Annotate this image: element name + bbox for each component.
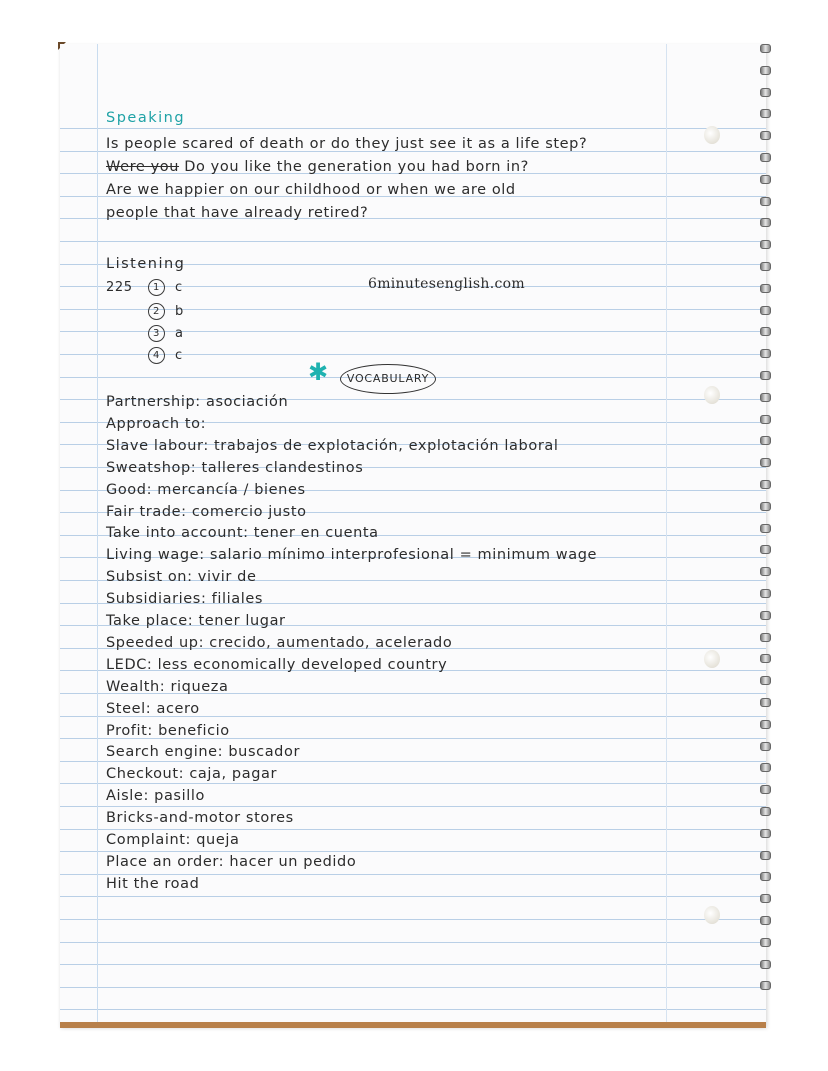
spiral-coil — [760, 851, 771, 860]
spiral-coil — [760, 371, 771, 380]
ruled-line — [60, 783, 766, 784]
spiral-coil — [760, 44, 771, 53]
vocabulary-entry: Approach to: — [106, 415, 207, 432]
speaking-question-2 — [106, 159, 529, 175]
spiral-coil — [760, 894, 771, 903]
speaking-heading: Speaking — [106, 110, 186, 126]
spiral-coil — [760, 327, 771, 336]
answer-item — [148, 279, 183, 296]
answer-number: 4 — [148, 347, 165, 364]
speaking-question-3: Are we happier on our childhood or when we are old — [106, 182, 516, 198]
spiral-coil — [760, 197, 771, 206]
spiral-coil — [760, 654, 771, 663]
punch-hole — [704, 126, 720, 144]
spiral-coil — [760, 829, 771, 838]
spiral-coil — [760, 981, 771, 990]
vocabulary-entry: Place an order: hacer un pedido — [106, 853, 357, 870]
spiral-coil — [760, 872, 771, 881]
vocabulary-entry: Slave labour: trabajos de explotación, explotación laboral — [106, 437, 559, 454]
vocabulary-entry: Partnership: asociación — [106, 394, 289, 410]
ruled-line — [60, 851, 766, 852]
spiral-coil — [760, 66, 771, 75]
spiral-coil — [760, 109, 771, 118]
struck-text: Were you — [106, 159, 180, 175]
listening-number: 225 — [106, 280, 133, 295]
vocabulary-entry: Sweatshop: talleres clandestinos — [106, 459, 364, 476]
spiral-coil — [760, 763, 771, 772]
answer-number: 3 — [148, 325, 165, 342]
ruled-line — [60, 128, 766, 129]
spiral-coil — [760, 960, 771, 969]
ruled-line — [60, 761, 766, 762]
ruled-line — [60, 241, 766, 242]
spiral-coil — [760, 349, 771, 358]
punch-hole — [704, 650, 720, 668]
ruled-line — [60, 806, 766, 807]
spiral-coil — [760, 785, 771, 794]
spiral-coil — [760, 916, 771, 925]
spiral-coil — [760, 524, 771, 533]
answer-item — [148, 303, 184, 320]
spiral-coil — [760, 306, 771, 315]
ruled-line — [60, 896, 766, 897]
ruled-line — [60, 1009, 766, 1010]
vocabulary-entry: Speeded up: crecido, aumentado, acelerado — [106, 634, 453, 651]
spiral-coil — [760, 153, 771, 162]
listening-heading: Listening — [106, 256, 186, 272]
spiral-coil — [760, 589, 771, 598]
speaking-question-1: Is people scared of death or do they just see it as a life step? — [106, 136, 588, 152]
answer-number: 2 — [148, 303, 165, 320]
vocabulary-entry: Bricks-and-motor stores — [106, 810, 294, 827]
speaking-question-2-text: Do you like the generation you had born in? — [179, 159, 529, 175]
vocabulary-entry: LEDC: less economically developed country — [106, 656, 448, 673]
vocabulary-entry: Subsidiaries: filiales — [106, 591, 264, 608]
answer-item — [148, 325, 184, 342]
vocabulary-entry: Hit the road — [106, 875, 200, 892]
spiral-coil — [760, 807, 771, 816]
star-icon: ✱ — [308, 358, 329, 386]
answer-item — [148, 347, 183, 364]
ruled-line — [60, 829, 766, 830]
vocabulary-entry: Complaint: queja — [106, 832, 240, 848]
spiral-coil — [760, 240, 771, 249]
vocabulary-entry: Search engine: buscador — [106, 744, 301, 761]
spiral-coil — [760, 88, 771, 97]
page-bottom-edge — [60, 1022, 766, 1028]
spiral-coil — [760, 284, 771, 293]
right-margin-line — [666, 44, 667, 1026]
spiral-coil — [760, 633, 771, 642]
answer-letter: a — [175, 326, 184, 341]
vocabulary-entry: Take place: tener lugar — [106, 613, 286, 629]
vocabulary-entry: Profit: beneficio — [106, 722, 230, 739]
vocabulary-entry: Steel: acero — [106, 700, 200, 717]
spiral-coil — [760, 175, 771, 184]
spiral-coil — [760, 676, 771, 685]
website-note: 6minutesenglish.com — [368, 276, 525, 292]
spiral-coil — [760, 436, 771, 445]
spiral-coil — [760, 567, 771, 576]
vocabulary-heading: VOCABULARY — [340, 364, 436, 394]
vocabulary-entry: Checkout: caja, pagar — [106, 766, 278, 783]
ruled-line — [60, 964, 766, 965]
ruled-line — [60, 942, 766, 943]
spiral-coil — [760, 502, 771, 511]
vocabulary-entry: Fair trade: comercio justo — [106, 503, 307, 520]
answer-letter: c — [175, 280, 183, 295]
answer-number: 1 — [148, 279, 165, 296]
spiral-binding — [760, 40, 772, 1000]
spiral-coil — [760, 742, 771, 751]
spiral-coil — [760, 131, 771, 140]
vocabulary-entry: Subsist on: vivir de — [106, 569, 257, 586]
spiral-coil — [760, 262, 771, 271]
vocabulary-entry: Living wage: salario mínimo interprofesional = minimum wage — [106, 547, 598, 564]
speaking-question-3-cont: people that have already retired? — [106, 205, 369, 221]
spiral-coil — [760, 218, 771, 227]
margin-line — [97, 44, 98, 1026]
vocabulary-entry: Aisle: pasillo — [106, 788, 205, 805]
spiral-coil — [760, 393, 771, 402]
vocabulary-entry: Take into account: tener en cuenta — [106, 525, 379, 542]
spiral-coil — [760, 938, 771, 947]
spiral-coil — [760, 545, 771, 554]
spiral-coil — [760, 698, 771, 707]
spiral-coil — [760, 458, 771, 467]
vocabulary-entry: Wealth: riqueza — [106, 678, 229, 695]
spiral-coil — [760, 480, 771, 489]
spiral-coil — [760, 720, 771, 729]
vocabulary-entry: Good: mercancía / bienes — [106, 481, 306, 498]
spiral-coil — [760, 415, 771, 424]
ruled-line — [60, 987, 766, 988]
answer-letter: b — [175, 304, 184, 319]
punch-hole — [704, 906, 720, 924]
answer-letter: c — [175, 348, 183, 363]
ruled-line — [60, 919, 766, 920]
punch-hole — [704, 386, 720, 404]
spiral-coil — [760, 611, 771, 620]
ruled-line — [60, 874, 766, 875]
